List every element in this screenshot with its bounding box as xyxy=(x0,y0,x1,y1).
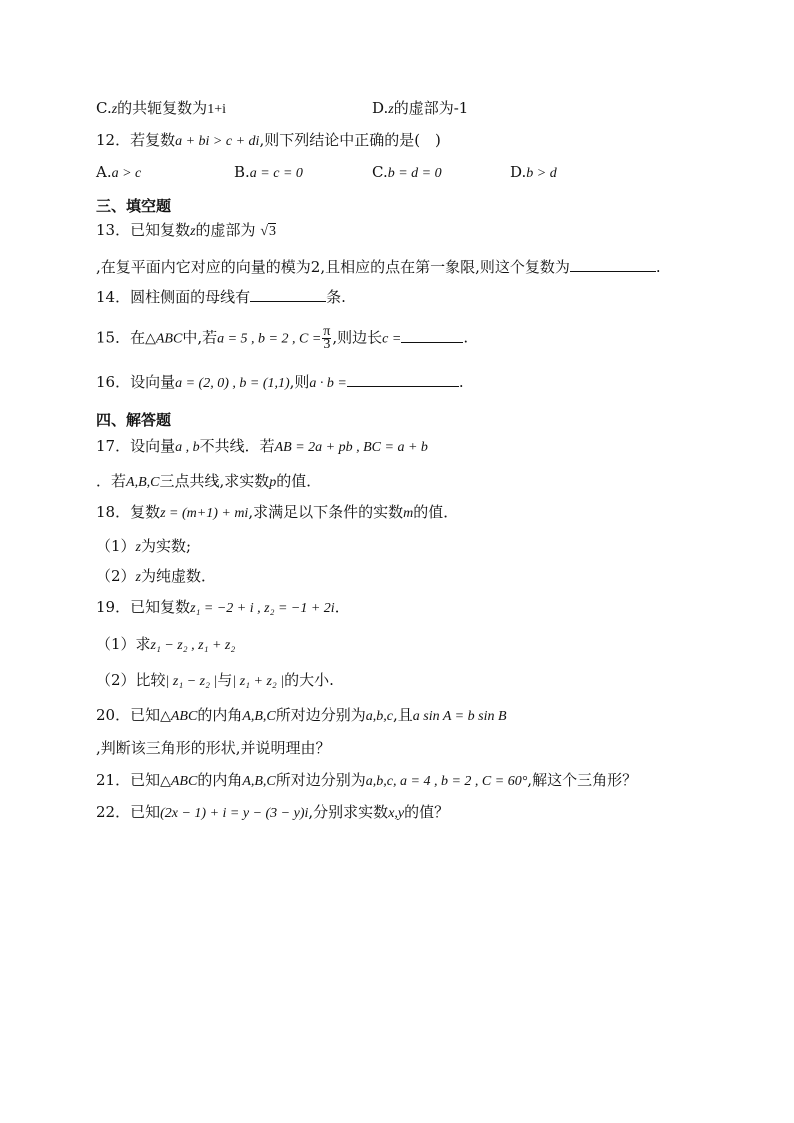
math-expr: a = c = 0 xyxy=(249,166,303,181)
question-13-cont: ,在复平面内它对应的向量的模为2,且相应的点在第一象限,则这个复数为 . xyxy=(96,258,661,276)
question-17 xyxy=(96,436,428,458)
q-text: ,判断该三角形的形状,并说明理由？ xyxy=(96,739,331,757)
q-text: 14．圆柱侧面的母线有 xyxy=(96,288,251,306)
question-22 xyxy=(96,802,449,824)
question-18-part1 xyxy=(96,536,191,558)
q-text: ,则下列结论中正确的是( ) xyxy=(259,131,441,149)
q-text: 为实数; xyxy=(141,537,192,555)
section-heading-answer: 四、解答题 xyxy=(96,411,172,429)
q-text: 与 xyxy=(217,671,233,689)
q-text: 的内角 xyxy=(197,771,243,789)
denominator: 3 xyxy=(323,337,331,352)
question-16: 16．设向量a = (2, 0) , b = (1,1),则a · b = . xyxy=(96,373,464,391)
math-expr: A,B,C xyxy=(242,774,276,789)
q-text: 的值？ xyxy=(404,803,450,821)
math-expr: | z₁ + z₂ | xyxy=(232,674,285,689)
var-z: z xyxy=(388,102,394,117)
q-text: 21．已知 xyxy=(96,771,161,789)
math-expr: a · b = xyxy=(309,376,347,391)
q-text: 19．已知复数 xyxy=(96,598,191,616)
q-text: ,则边长 xyxy=(332,328,383,347)
math-expr: b = d = 0 xyxy=(387,166,442,181)
q12-option-c xyxy=(372,162,442,184)
q-text: 中,若 xyxy=(182,328,218,347)
math-expr: p xyxy=(269,475,277,490)
math-expr: a,b,c xyxy=(365,709,394,724)
math-expr: a = (2, 0) , b = (1,1) xyxy=(175,376,290,391)
option-label: C. xyxy=(372,163,388,181)
var-z: z xyxy=(135,570,141,585)
option-label: A. xyxy=(96,163,112,181)
option-label: D. xyxy=(510,163,527,181)
math-expr: △ABC xyxy=(160,774,198,789)
q-text: 的虚部为 xyxy=(195,221,256,239)
math-expr: △ABC xyxy=(145,331,183,347)
q-text: 三点共线,求实数 xyxy=(159,472,270,490)
math-expr: , a = 4 , b = 2 , C = 60° xyxy=(393,774,528,789)
question-19-part2 xyxy=(96,670,334,692)
math-expr: a = 5 , b = 2 , C = xyxy=(217,331,322,347)
answer-blank[interactable] xyxy=(347,372,459,387)
q-text: 20．已知 xyxy=(96,706,161,724)
numerator: π xyxy=(323,324,331,339)
q-text: 所对边分别为 xyxy=(275,771,366,789)
question-20-cont xyxy=(96,738,331,758)
question-13 xyxy=(96,220,276,242)
q-text: ,且 xyxy=(393,706,413,724)
var-z: z xyxy=(135,540,141,555)
q-text: ,解这个三角形？ xyxy=(527,771,638,789)
math-expr: A,B,C xyxy=(126,475,160,490)
q-text: 不共线．若 xyxy=(199,437,275,455)
q-text: 18．复数 xyxy=(96,503,161,521)
q-text: 的大小. xyxy=(284,671,334,689)
question-20 xyxy=(96,705,507,727)
q12-option-a xyxy=(96,162,141,184)
math-expr: a > c xyxy=(111,166,142,181)
math-expr: z = (m+1) + mi xyxy=(160,506,249,521)
q12-option-b xyxy=(234,162,303,184)
q-text: 22．已知 xyxy=(96,803,161,821)
q-text: （1） xyxy=(96,537,136,555)
question-12 xyxy=(96,130,441,152)
math-expr: x,y xyxy=(388,806,405,821)
q-text: 的值． xyxy=(413,503,459,521)
q12-option-d xyxy=(510,162,557,184)
radicand: 3 xyxy=(269,224,277,239)
question-19-part1 xyxy=(96,634,235,656)
q-text: 17．设向量 xyxy=(96,437,176,455)
q-text: 12．若复数 xyxy=(96,131,176,149)
q-text: 所对边分别为 xyxy=(275,706,366,724)
q-text: 为纯虚数． xyxy=(141,567,217,585)
q-text: ,分别求实数 xyxy=(308,803,389,821)
math-expr: A,B,C xyxy=(242,709,276,724)
q-text: 16．设向量 xyxy=(96,373,176,391)
q-text: 的内角 xyxy=(197,706,243,724)
math-expr: | z₁ − z₂ | xyxy=(165,674,218,689)
math-expr: a + bi > c + di xyxy=(175,134,260,149)
option-label: B. xyxy=(234,163,250,181)
q-text: ．若 xyxy=(96,472,127,490)
option-d-label: D. xyxy=(372,99,389,117)
q-text: （2）比较 xyxy=(96,671,166,689)
q-text: （1）求 xyxy=(96,635,151,653)
q-text: 的值． xyxy=(276,472,322,490)
text: 的虚部为-1 xyxy=(393,99,469,117)
answer-blank[interactable] xyxy=(401,328,463,343)
math-expr: AB = 2a + pb , BC = a + b xyxy=(274,440,428,455)
q-text: （2） xyxy=(96,567,136,585)
math-expr: z₁ = −2 + i , z₂ = −1 + 2i xyxy=(190,601,335,616)
answer-blank[interactable] xyxy=(250,287,326,302)
question-15: 15．在△ABC中,若a = 5 , b = 2 , C = $\frac{\pi}{3}$ ,则边长c = . xyxy=(96,324,469,352)
question-17-cont xyxy=(96,471,321,493)
q-text: 15．在 xyxy=(96,328,146,347)
math-expr: a , b xyxy=(175,440,200,455)
math-expr: z₁ − z₂ , z₁ + z₂ xyxy=(150,638,236,653)
math-expr: △ABC xyxy=(160,709,198,724)
text: 的共轭复数为 xyxy=(117,99,208,117)
math-expr: a,b,c xyxy=(365,774,394,789)
math-expr: m xyxy=(403,506,414,521)
question-19 xyxy=(96,597,350,619)
math-expr: b > d xyxy=(526,166,557,181)
question-21 xyxy=(96,770,637,792)
q-text: ,求满足以下条件的实数 xyxy=(248,503,404,521)
fraction xyxy=(322,326,331,351)
q-text: ． xyxy=(334,598,350,616)
q-text: 13．已知复数 xyxy=(96,221,191,239)
math-expr: c = xyxy=(382,331,402,347)
q-text: ,在复平面内它对应的向量的模为2,且相应的点在第一象限,则这个复数为 xyxy=(96,258,570,276)
option-line-c-d xyxy=(96,98,226,120)
section-heading-fill-blank: 三、填空题 xyxy=(96,197,172,215)
math-expr: (2x − 1) + i = y − (3 − y)i xyxy=(160,806,309,821)
math-expr: 1+i xyxy=(207,102,226,117)
option-c-label: C. xyxy=(96,99,112,117)
question-14 xyxy=(96,287,346,307)
option-d xyxy=(372,98,468,120)
var-z: z xyxy=(190,224,196,239)
q-text: ,则 xyxy=(289,373,310,391)
math-expr: a sin A = b sin B xyxy=(412,709,507,724)
q-text: 条. xyxy=(326,288,346,306)
sqrt-expr: √3 xyxy=(260,224,277,239)
question-18 xyxy=(96,502,458,524)
question-18-part2 xyxy=(96,566,216,588)
answer-blank[interactable] xyxy=(570,257,656,272)
var-z: z xyxy=(111,102,118,117)
